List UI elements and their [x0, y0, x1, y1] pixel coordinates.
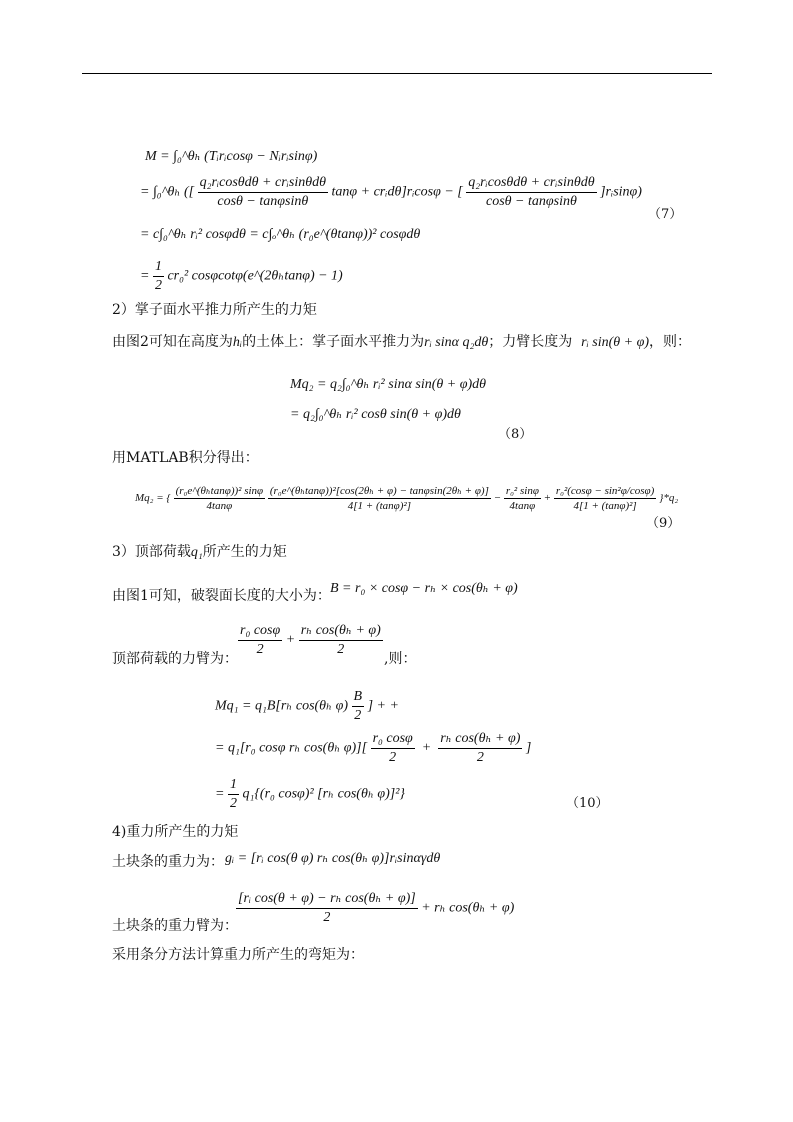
header-rule [82, 73, 712, 74]
section-4-paragraph-2: 土块条的重力臂为： [112, 918, 238, 934]
section-4-heading: 4)重力所产生的力矩 [112, 824, 239, 840]
arm-formula: $\frac{\text{r₀ cosφ}}{2}$ + $\frac{\text{rₕ cos(θₕ + φ)}}{2}$ [240, 623, 381, 657]
eq8-line2: = q₂∫₀^θₕ rᵢ² cosθ sin(θ + φ)dθ [290, 407, 461, 422]
eq8-number: （8） [498, 427, 533, 442]
section-4-paragraph-3: 采用条分方法计算重力所产生的弯矩为： [112, 947, 364, 963]
section-3-paragraph-1: 由图1可知，破裂面长度的大小为： [112, 588, 331, 604]
eq7-line1: M = ∫₀^θₕ (Tᵢrᵢcosφ − Nᵢrᵢsinφ) [145, 149, 318, 164]
eq9-number: （9） [646, 516, 681, 531]
eq10-number: （10） [566, 796, 609, 811]
eq10-line3: = $\frac{1}{2}$ q₁{(r₀ cosφ)² [rₕ cos(θₕ φ)]²} [215, 777, 406, 811]
arm-then: ,则： [384, 651, 417, 667]
section-2-paragraph: 由图2可知在高度为hᵢ的土体上：掌子面水平推力为rᵢ sinα q₂dθ；力臂长度为 rᵢ sin(θ + φ)，则： [112, 334, 692, 350]
section-3-paragraph-2: 顶部荷载的力臂为： [112, 651, 238, 667]
eq7-line2: = ∫₀^θₕ ([ $\frac{\text{q₂rᵢcosθdθ + crᵢsinθdθ}}{\cos\theta - \tan\varphi\sin\theta}$ tanφ + crᵢdθ]rᵢcosφ − [ $\frac{\text{q₂rᵢcosθdθ + crᵢsinθdθ}}{\cos\theta - \tan\varphi\sin\theta}$ ]rᵢsinφ) [140, 175, 642, 209]
eq-g: gᵢ = [rᵢ cos(θ φ) rₕ cos(θₕ φ)]rᵢsinαγdθ [225, 851, 441, 866]
eq8-line1: Mq₂ = q₂∫₀^θₕ rᵢ² sinα sin(θ + φ)dθ [290, 377, 487, 392]
eq7-number: （7） [648, 207, 683, 222]
arm-g-formula: $\frac{\text{[rᵢ cos(θ + φ) − rₕ cos(θₕ + φ)]}}{2}$ + rₕ cos(θₕ + φ) [238, 891, 515, 925]
section-4-paragraph-1: 土块条的重力为： [112, 854, 224, 870]
section-3-heading: 3）顶部荷载q₁所产生的力矩 [112, 544, 287, 560]
eq10-line2: = q₁[r₀ cosφ rₕ cos(θₕ φ)][ $\frac{\text{r₀ cosφ}}{2}$ + $\frac{\text{rₕ cos(θₕ + φ)}}{2}$ ] [215, 731, 532, 765]
eq10-line1: Mq₁ = q₁B[rₕ cos(θₕ φ) $\frac{B}{2}$ ] + + [215, 689, 399, 723]
matlab-line: 用MATLAB积分得出： [112, 450, 259, 466]
eq-B: B = r₀ × cosφ − rₕ × cos(θₕ + φ) [330, 581, 518, 596]
eq7-line3: = c∫₀^θₕ rᵢ² cosφdθ = c∫ₒ^θₕ (r₀e^(θtanφ))² cosφdθ [140, 227, 421, 242]
eq9: Mq₂ = { $\frac{\text{(r₀e\textasciicircum{}(θₕtanφ))² sinφ}}{4\tan\varphi}$ $\frac{\text{(r₀e\textasciicircum{}(θₕtanφ))²[cos(2θₕ + φ) − tanφsin(2θₕ + φ)]}}{\text{4[1 + (tanφ)²]}}$ − $\frac{\text{r₀² sinφ}}{4\tan\varphi}$ + $\frac{\text{r₀²(cosφ − sin²φ/cosφ)}}{\text{4[1 + (tanφ)²]}}$ }*q₂ [135, 485, 679, 512]
section-2-heading: 2）掌子面水平推力所产生的力矩 [112, 302, 317, 318]
eq7-line4: = $\frac{1}{2}$ cr₀² cosφcotφ(e^(2θₕtanφ) − 1) [140, 259, 343, 293]
